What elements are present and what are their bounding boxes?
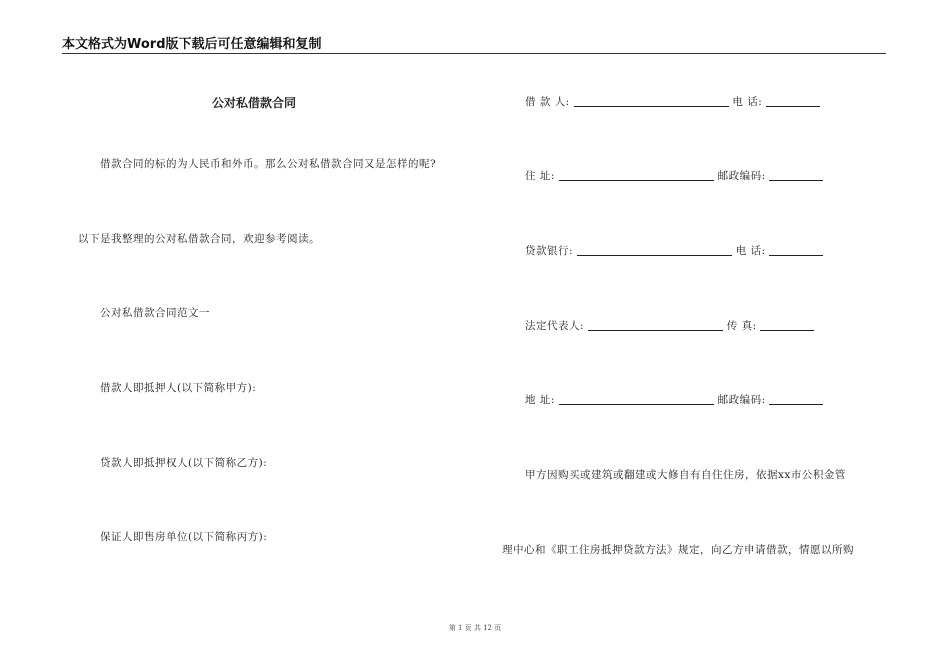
header-text: 本文格式为Word版下载后可任意编辑和复制: [62, 37, 322, 52]
address2-label: 地 址:: [525, 394, 555, 406]
paragraph-line-2: 理中心和《职工住房抵押贷款方法》规定，向乙方申请借款，情愿以所购: [502, 544, 854, 556]
phone2-label: 电 话:: [735, 245, 766, 257]
address-label: 住 址:: [525, 170, 555, 182]
postcode-blank: [769, 169, 823, 181]
address2-field-row: [525, 392, 823, 407]
sample-heading: 公对私借款合同范文一: [100, 307, 210, 319]
postcode2-blank: [769, 393, 823, 405]
document-title: 公对私借款合同: [212, 96, 297, 110]
borrower-label: 借 款 人:: [525, 96, 570, 108]
phone-label: 电 话:: [732, 96, 763, 108]
intro-line-1: 借款合同的标的为人民币和外币。那么公对私借款合同又是怎样的呢?: [100, 158, 437, 170]
bank-blank: [577, 244, 732, 256]
legal-rep-label: 法定代表人:: [525, 320, 585, 332]
borrower-party-line: 借款人即抵押人(以下简称甲方):: [100, 382, 257, 394]
borrower-field-row: [525, 94, 820, 109]
intro-line-2: 以下是我整理的公对私借款合同，欢迎参考阅读。: [78, 233, 320, 245]
address-blank: [559, 169, 714, 181]
guarantor-party-line: 保证人即售房单位(以下简称丙方):: [100, 531, 268, 543]
fax-label: 传 真:: [726, 320, 757, 332]
page-header: [62, 33, 886, 54]
borrower-blank: [574, 95, 729, 107]
address-field-row: [525, 168, 823, 183]
bank-label: 贷款银行:: [525, 245, 574, 257]
postcode-label: 邮政编码:: [717, 170, 766, 182]
phone2-blank: [769, 244, 823, 256]
paragraph-line-1: 甲方因购买或建筑或翻建或大修自有自住住房，依据xx市公积金管: [525, 469, 846, 481]
page-footer: 第 1 页 共 12 页: [448, 624, 502, 632]
fax-blank: [760, 319, 814, 331]
address2-blank: [559, 393, 714, 405]
phone-blank: [766, 95, 820, 107]
lender-party-line: 贷款人即抵押权人(以下简称乙方):: [100, 457, 268, 469]
legal-rep-field-row: [525, 318, 814, 333]
legal-rep-blank: [588, 319, 723, 331]
bank-field-row: [525, 243, 823, 258]
postcode2-label: 邮政编码:: [717, 394, 766, 406]
